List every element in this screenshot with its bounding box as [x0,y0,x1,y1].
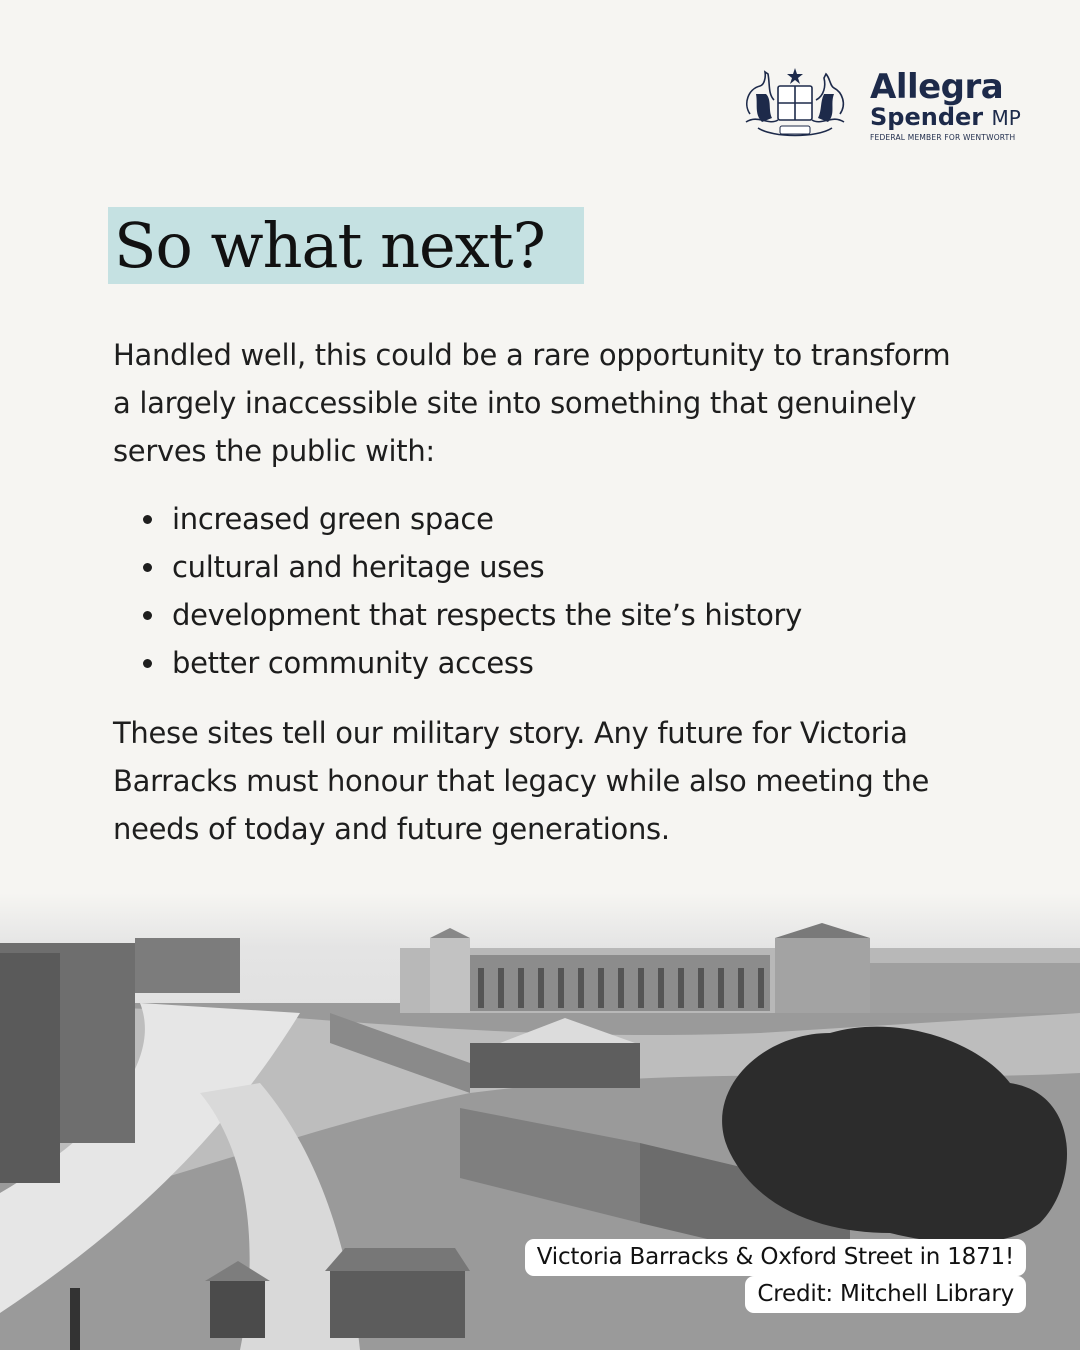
intro-paragraph: Handled well, this could be a rare opportunity to transform a largely inaccessible site into something that genuinely serves the public with: [113,338,951,468]
photo-caption-title: Victoria Barracks & Oxford Street in 1871! [525,1239,1026,1276]
list-item: development that respects the site’s history [113,591,973,639]
list-item: better community access [113,639,973,687]
brand-suffix: MP [991,106,1021,130]
brand-last-name-line [870,104,1021,131]
bullet-list [113,495,973,687]
closing-paragraph: These sites tell our military story. Any future for Victoria Barracks must honour that legacy while also meeting the needs of today and future generations. [113,716,930,846]
list-item: cultural and heritage uses [113,543,973,591]
brand-subtitle: FEDERAL MEMBER FOR WENTWORTH [870,133,1016,142]
brand-last-name: Spender [870,103,984,131]
photo-caption-credit: Credit: Mitchell Library [745,1276,1026,1313]
brand-logo [738,64,1028,154]
coat-of-arms-icon [738,64,852,144]
body-content [113,331,973,853]
page-title: So what next? [114,209,545,282]
brand-wordmark [870,67,1021,142]
list-item: increased green space [113,495,973,543]
brand-first-name: Allegra [870,67,1004,107]
